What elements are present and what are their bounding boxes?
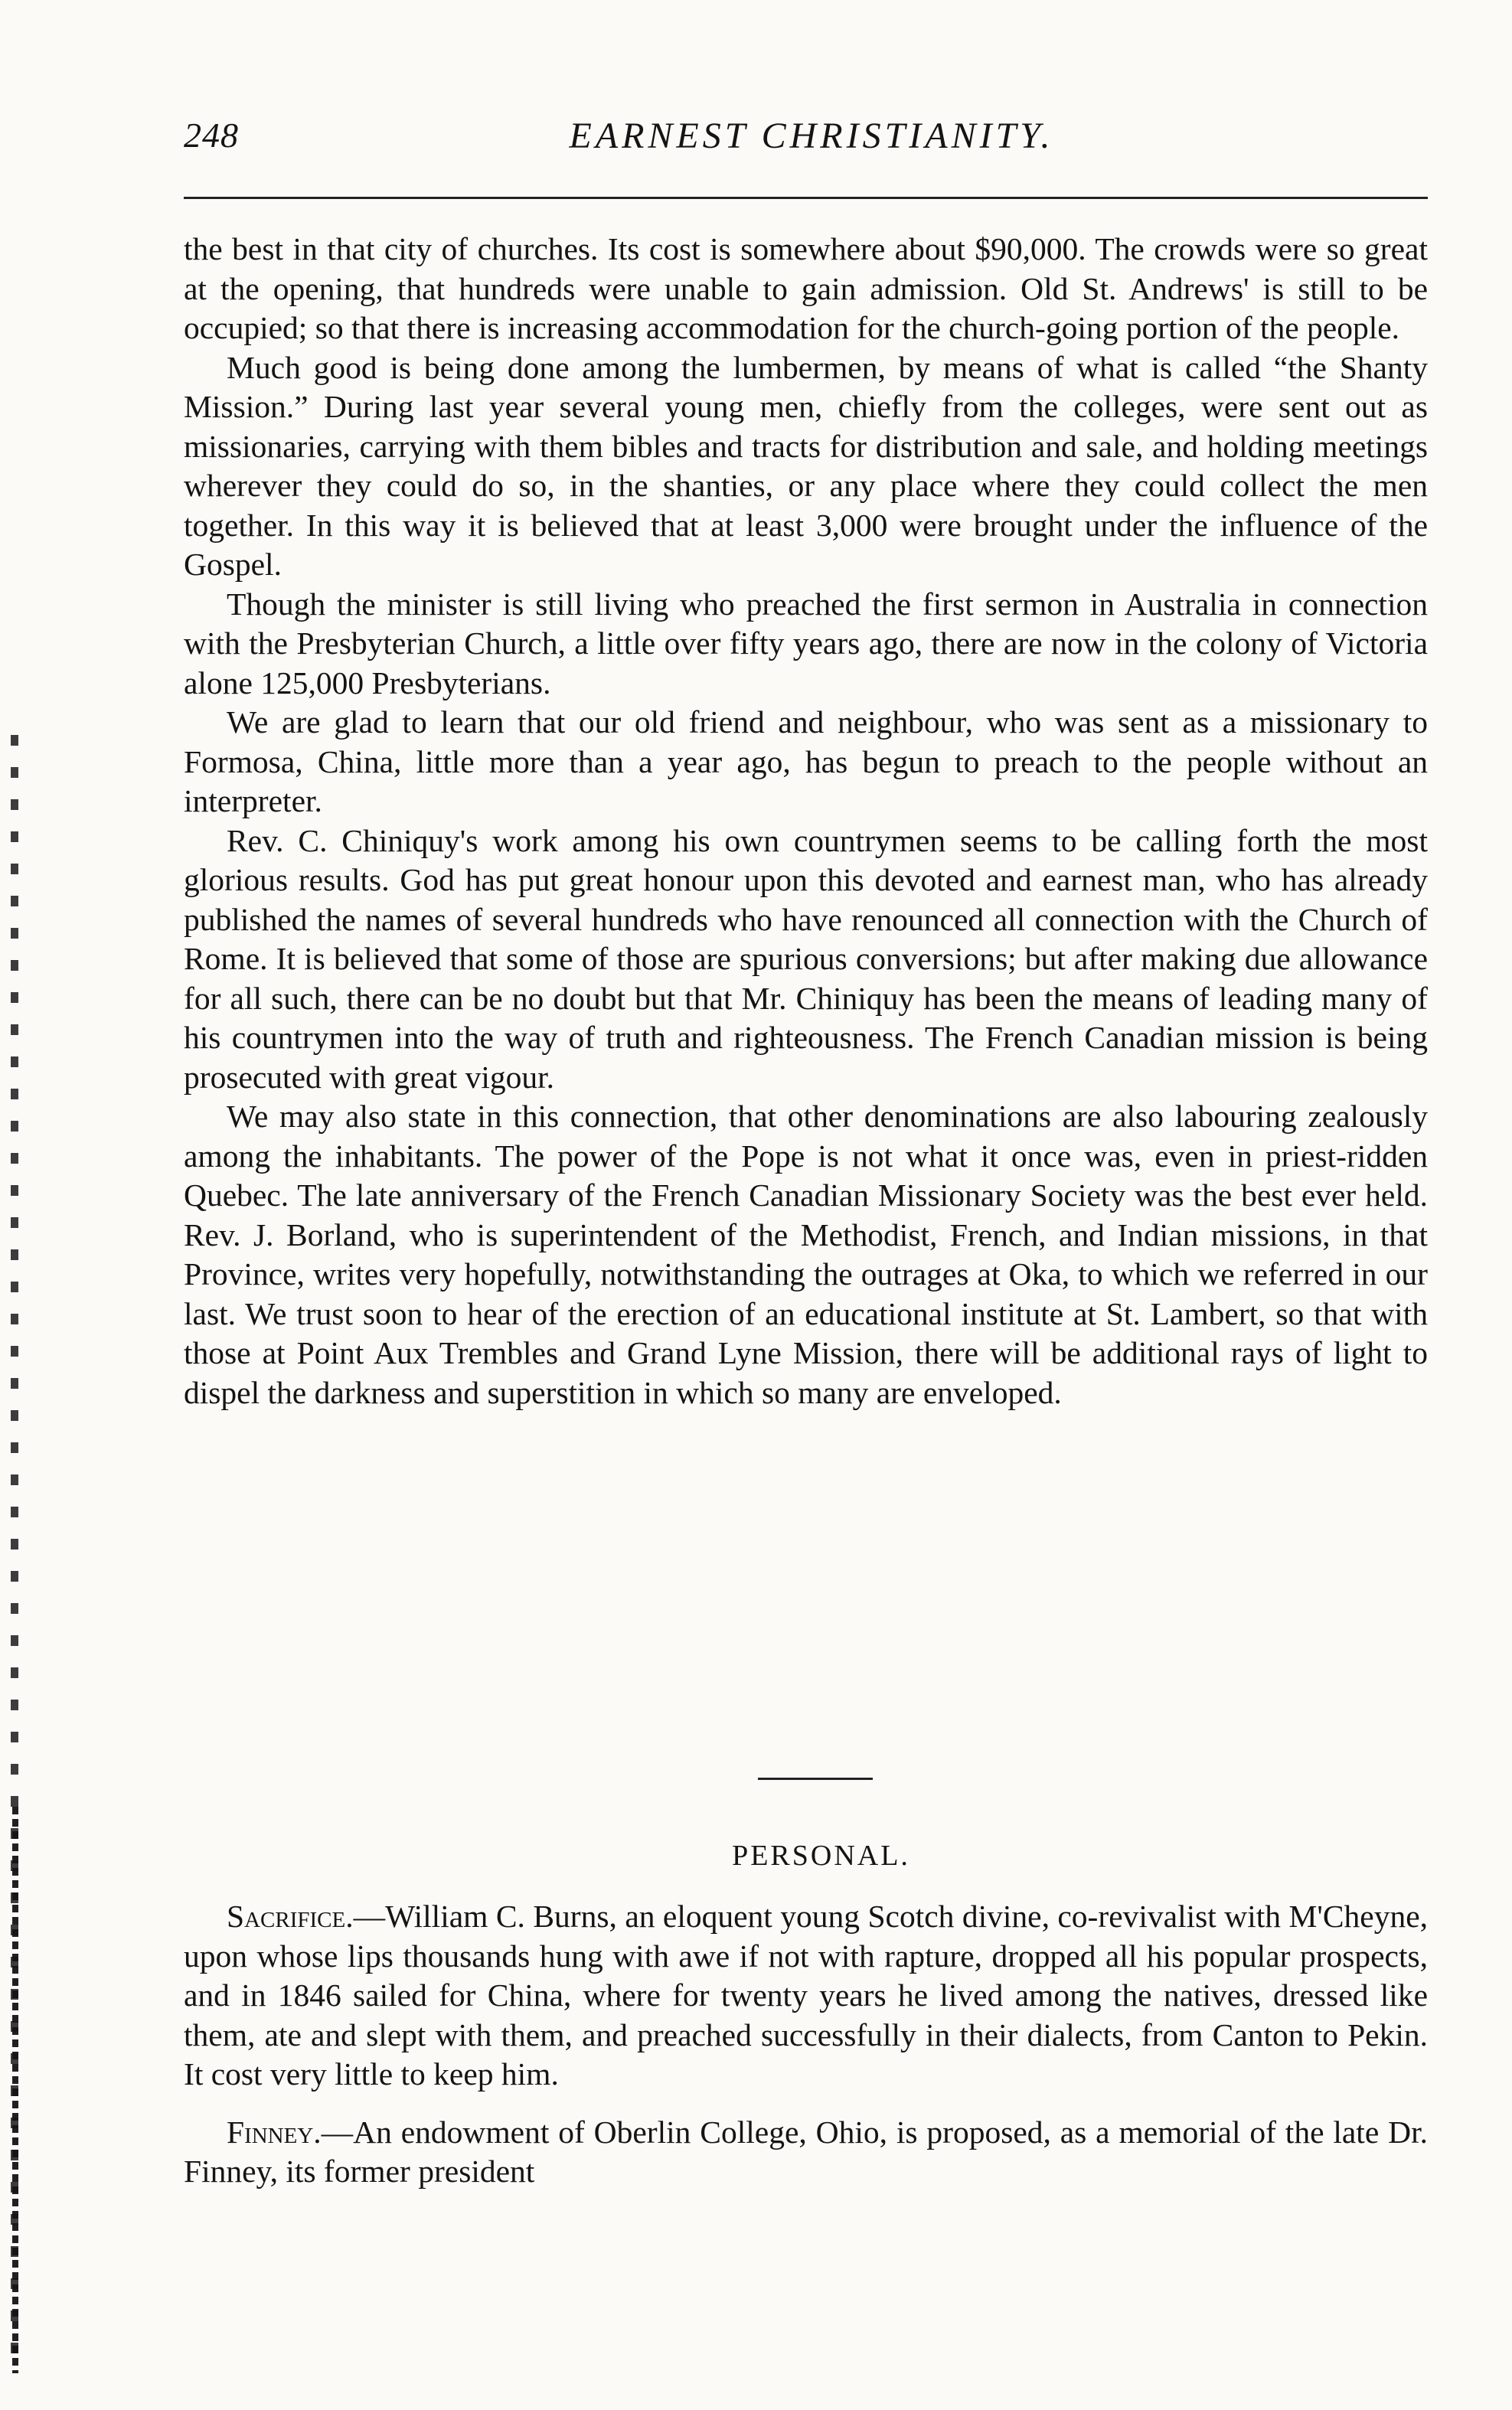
running-title: EARNEST CHRISTIANITY. (569, 116, 1054, 156)
paragraph-shanty-mission: Much good is being done among the lumbermen, by means of what is called “the Shanty Mission.” During last year several young men, chiefly from the colleges, were sent out as missionaries, carrying with them bibles and tracts for distribution and sale, and holding meetings wherever they could do so, in the shanties, or any place where they could collect the men together. In this way it is believed that at least 3,000 were brought under the influence of the Gospel. (184, 349, 1428, 582)
personal-section (184, 1897, 1428, 2210)
main-article-text (184, 230, 1428, 1412)
paragraph-australia: Though the minister is still living who preached the first sermon in Australia in connection with the Presbyterian Church, a little over fifty years ago, there are now in the colony of Victoria alone 125,000 Presbyterians. (184, 586, 1428, 700)
binding-edge-mark-dense (12, 1807, 18, 2373)
running-head (184, 115, 1424, 168)
paragraph-formosa: We are glad to learn that our old friend and neighbour, who was sent as a missionary to Formosa, China, little more than a year ago, has begun to preach to the people without an interpreter. (184, 704, 1428, 818)
header-rule (184, 197, 1428, 199)
paragraph-church-cost: the best in that city of churches. Its cost is somewhere about $90,000. The crowds were so great at the opening, that hundreds were unable to gain admission. Old St. Andrews' is still to be occupied; so that there is increasing accommodation for the church-going portion of the people. (184, 231, 1428, 345)
paragraph-denominations: We may also state in this connection, that other denominations are also labouring zealously among the inhabitants. The power of the Pope is not what it once was, even in priest-ridden Quebec. The late anniversary of the French Canadian Missionary Society was the best ever held. Rev. J. Borland, who is superintendent of the Methodist, French, and Indian missions, in that Province, writes very hopefully, notwithstanding the outrages at Oka, to which we referred in our last. We trust soon to hear of the erection of an educational institute at St. Lambert, so that with those at Point Aux Trembles and Grand Lyne Mission, there will be additional rays of light to dispel the darkness and superstition in which so many are enveloped. (184, 1099, 1428, 1410)
personal-item-text: —An endowment of Oberlin College, Ohio, is proposed, as a memorial of the late Dr. Finney, its former president (184, 2114, 1428, 2189)
personal-item-finney (184, 2113, 1428, 2192)
page-number: 248 (184, 116, 239, 155)
personal-item-lead: Sacrifice. (227, 1899, 354, 1934)
section-heading-personal: PERSONAL. (732, 1840, 910, 1872)
personal-item-sacrifice (184, 1897, 1428, 2095)
personal-item-lead: Finney. (227, 2114, 322, 2150)
section-divider (758, 1778, 873, 1780)
personal-item-text: —William C. Burns, an eloquent young Scotch divine, co-revivalist with M'Cheyne, upon whose lips thousands hung with awe if not with rapture, dropped all his popular prospects, and in 1846 sailed for China, where for twenty years he lived among the natives, dressed like them, ate and slept with them, and preached successfully in their dialects, from Canton to Pekin. It cost very little to keep him. (184, 1899, 1428, 2092)
paragraph-chiniquy: Rev. C. Chiniquy's work among his own countrymen seems to be calling forth the most glorious results. God has put great honour upon this devoted and earnest man, who has already published the names of several hundreds who have renounced all connection with the Church of Rome. It is believed that some of those are spurious conversions; but after making due allowance for all such, there can be no doubt but that Mr. Chiniquy has been the means of leading many of his countrymen into the way of truth and righteousness. The French Canadian mission is being prosecuted with great vigour. (184, 822, 1428, 1095)
